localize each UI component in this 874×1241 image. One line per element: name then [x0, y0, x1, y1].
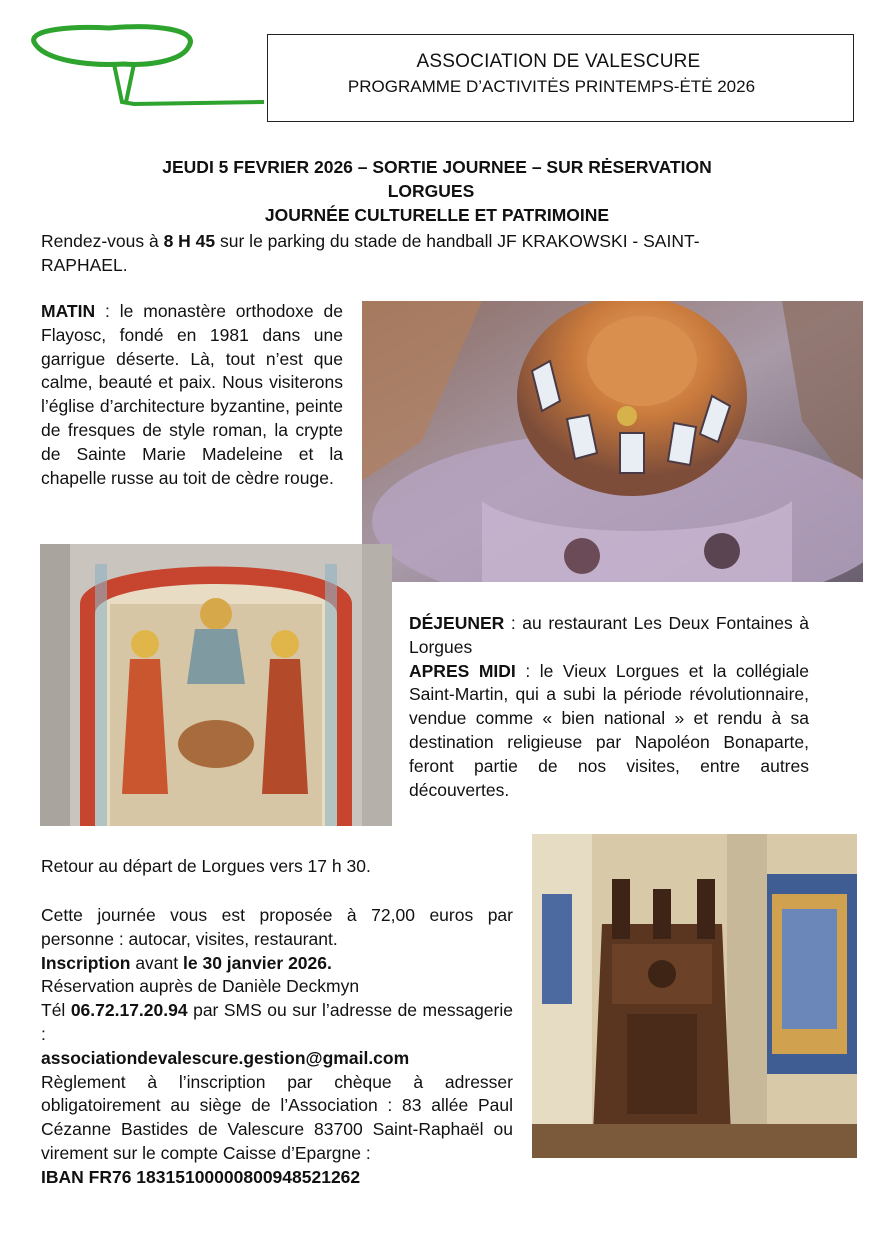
- tree-logo-icon: [14, 14, 269, 114]
- header-box: [267, 34, 854, 122]
- tel-line: [41, 999, 513, 1047]
- practical-info: [41, 904, 513, 1190]
- dejeuner-label: DÉJEUNER: [409, 613, 505, 633]
- apres-midi-line: [409, 660, 809, 803]
- afternoon-paragraph: [409, 612, 809, 802]
- dejeuner-text: : au restaurant Les Deux Fontaines à Lorgues: [409, 613, 809, 657]
- matin-label: MATIN: [41, 301, 96, 321]
- price-line: Cette journée vous est proposée à 72,00 euros par personne : autocar, visites, restaurant.: [41, 905, 513, 949]
- event-title: JEUDI 5 FEVRIER 2026 – SORTIE JOURNEE – SUR RĖSERVATION: [162, 157, 712, 177]
- event-place: LORGUES: [387, 181, 475, 201]
- phone-number: 06.72.17.20.94: [70, 1000, 188, 1021]
- tel-prefix: Tél: [41, 1000, 71, 1021]
- reglement-paragraph: Règlement à l’inscription par chèque à adresser obligatoirement au siège de l’Association : 83 allée Paul Cézanne Bastides de Valescure 83700 Saint-Raphaël ou virement sur le compte Caisse d’Epargne :: [41, 1071, 513, 1163]
- retour-line: Retour au départ de Lorgues vers 17 h 30.: [41, 856, 371, 876]
- rendezvous-pre: Rendez-vous à: [41, 231, 164, 251]
- iban-line: IBAN FR76 18315100000800948521262: [41, 1166, 361, 1187]
- event-subtitle: JOURNÉE CULTURELLE ET PATRIMOINE: [264, 205, 610, 225]
- association-name: ASSOCIATION DE VALESCURE: [416, 51, 701, 72]
- programme-title: PROGRAMME D’ACTIVITĖS PRINTEMPS-ĖTĖ 2026: [347, 77, 756, 96]
- fresco-saints-photo: [40, 544, 392, 826]
- church-altar-photo: [532, 834, 857, 1158]
- inscription-line: [41, 952, 513, 976]
- association-logo: [14, 14, 269, 114]
- inscription-deadline: le 30 janvier 2026.: [183, 952, 332, 973]
- matin-text: : le monastère orthodoxe de Flayosc, fondé en 1981 dans une garrigue déserte. Là, tout n’est que calme, beauté et paix. Nous visiterons l’église d’architecture byzantine, peinte de fresques de style roman, la crypte de Sainte Marie Madeleine et la chapelle russe au toit de cèdre rouge.: [41, 301, 343, 488]
- tel-suffix: par SMS ou sur l’adresse de messagerie :: [41, 1000, 513, 1044]
- rendezvous-paragraph: [41, 230, 781, 278]
- event-titles: [0, 155, 874, 227]
- dejeuner-line: [409, 612, 809, 660]
- apres-midi-label: APRES MIDI: [409, 660, 516, 681]
- inscription-avant: avant: [130, 952, 183, 973]
- inscription-label: Inscription: [41, 952, 131, 973]
- apres-midi-text: : le Vieux Lorgues et la collégiale Saint-Martin, qui a subi la période révolutionnaire, vendue comme « bien national » et rendu à sa destination religieuse par Napoléon Bonaparte, feront partie de nos visites, entre autres découvertes.: [409, 660, 809, 800]
- email-address[interactable]: associationdevalescure.gestion@gmail.com: [41, 1047, 410, 1068]
- dome-fresco-photo: [362, 301, 863, 582]
- rendezvous-time: 8 H 45: [163, 231, 216, 251]
- reservation-line: Réservation auprès de Danièle Deckmyn: [41, 976, 360, 997]
- rendezvous-location: sur le parking du stade de handball JF KRAKOWSKI - SAINT-RAPHAEL.: [41, 231, 700, 275]
- matin-paragraph: [41, 300, 343, 490]
